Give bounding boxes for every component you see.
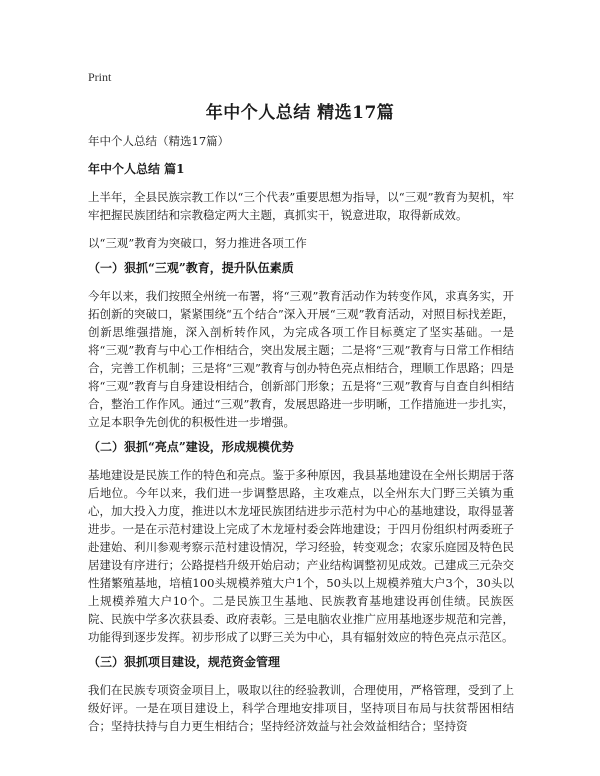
- section-heading-2: （二）狠抓“亮点”建设，形成规模优势: [88, 440, 294, 454]
- page-title: 年中个人总结 精选17篇: [205, 103, 395, 123]
- print-link[interactable]: Print: [88, 70, 112, 84]
- lead-paragraph: 以“三观”教育为突破口，努力推进各项工作: [88, 236, 307, 250]
- section-body-2: 基地建设是民族工作的特色和亮点。鉴于多种原因，我县基地建设在全州长期居于落后地位。今年以来，我们进一步调整思路，主攻难点，以全州东大门野三关镇为重心，加大投入力度，推进以木龙垭民族团结进步示范村为中心的基地建设，取得显著进步。一是在示范村建设上完成了木龙垭村委会阵地建设；于四月份组织村两委班子赴建始、利川参观考察示范村建设情况，学习经验，转变观念；农家乐庭园及特色民居建设有序进行；公路提档升级开始启动；产业结构调整初见成效。己建成三元杂交性猪繁殖基地，培植100头规模养殖大户1个，50头以上规模养殖大户3个，30头以上规模养殖大户10个。二是民族卫生基地、民族教育基地建设再创佳绩。民族医院、民族中学多次获县委、政府表彰。三是电脑农业推广应用基地逐步规范和完善，功能得到逐步发挥。初步形成了以野三关为中心，具有辐射效应的特色亮点示范区。: [88, 468, 514, 644]
- section-body-3: 我们在民族专项资金项目上，吸取以往的经验教训，合理使用，严格管理，受到了上级好评。一是在项目建设上，科学合理地安排项目，坚持项目布局与扶贫帮困相结合；坚持扶持与自力更生相结合；坚持经济效益与社会效益相结合；坚持资: [88, 683, 514, 733]
- section-heading-3: （三）狠抓项目建设，规范资金管理: [88, 655, 281, 669]
- document-body: [88, 130, 514, 735]
- document-subtitle: 年中个人总结（精选17篇）: [88, 134, 230, 148]
- intro-paragraph: 上半年，全县民族宗教工作以“三个代表”重要思想为指导，以“三观”教育为契机，牢牢把握民族团结和宗教稳定两大主题，真抓实干，锐意进取，取得新成效。: [88, 190, 515, 222]
- section-body-1: 今年以来，我们按照全州统一布署，将“三观”教育活动作为转变作风，求真务实，开拓创新的突破口，紧紧围绕“五个结合”深入开展“三观”教育活动，对照目标找差距，创新思维强措施，深入剖析转作风，为完成各项工作目标奠定了坚实基础。一是将“三观”教育与中心工作相结合，突出发展主题；二是将“三观”教育与日常工作相结合，完善工作机制；三是将“三观”教育与创办特色亮点相结合，理顺工作思路；四是将“三观”教育与自身建设相结合，创新部门形象；五是将“三观”教育与自查自纠相结合，整治工作作风。通过“三观”教育，发展思路进一步明晰，工作措施进一步扎实，立足本职争先创优的积极性进一步增强。: [88, 289, 515, 429]
- section-heading-1: （一）狠抓“三观”教育，提升队伍素质: [88, 261, 294, 275]
- article-title: 年中个人总结 篇1: [88, 162, 185, 176]
